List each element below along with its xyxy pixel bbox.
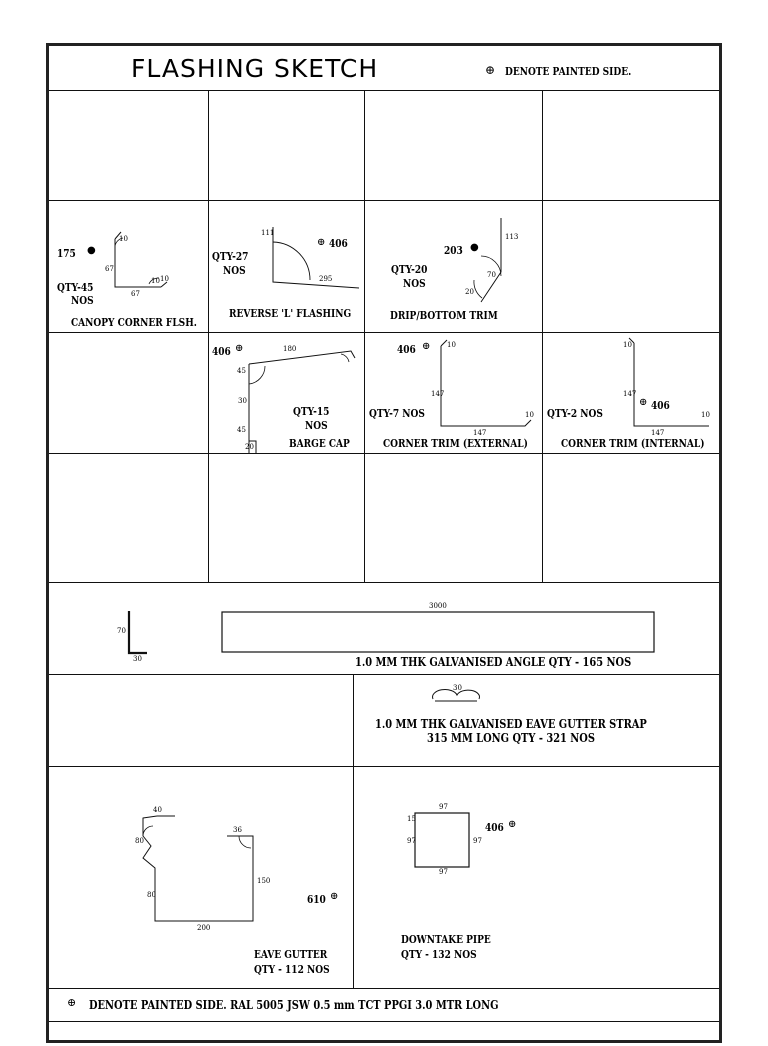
canopy-name: CANOPY CORNER FLSH. [71,316,197,329]
barge-painted-dim: 406 [212,345,231,358]
dim-label: 150 [257,877,271,885]
painted-side-icon: ⊕ [67,996,77,1009]
painted-side-icon: ⊕ [639,397,648,408]
dim-label: 295 [319,275,333,283]
dim-label: 20 [245,443,254,451]
downtake-qty: QTY - 132 NOS [401,948,477,961]
drip-qty-unit: NOS [403,277,426,290]
corner-int-profile [634,343,709,426]
drawing-sheet [46,43,722,1043]
painted-side-icon: ⊕ [485,63,496,77]
angle-section [129,611,147,653]
drip-qty: QTY-20 [391,263,428,276]
angle-caption: 1.0 MM THK GALVANISED ANGLE QTY - 165 NOS [355,655,632,669]
canopy-qty: QTY-45 [57,281,94,294]
painted-side-icon: ⊕ [317,237,326,248]
page-title: FLASHING SKETCH [131,54,379,83]
dim-label: 113 [505,233,519,241]
dim-label: 20 [465,288,474,296]
painted-side-icon: ⊕ [235,343,244,354]
dim-label: 10 [447,341,456,349]
barge-name: BARGE CAP [289,437,350,450]
dim-label: 97 [473,837,482,845]
dim-label: 70 [487,271,496,279]
dim-label: 45 [237,426,246,434]
drip-trim-profile [481,218,501,302]
dim-label: 147 [623,390,637,398]
dim-label: 10 [160,275,169,283]
painted-side-icon: ⊕ [422,341,431,352]
corner-int-painted-dim: 406 [651,399,670,412]
footer-note: DENOTE PAINTED SIDE. RAL 5005 JSW 0.5 mm TCT PPGI 3.0 MTR LONG [89,998,499,1012]
dim-label: 10 [525,411,534,419]
dim-label: 10 [623,341,632,349]
dim-label: 3000 [429,602,447,610]
dim-label: 111 [261,229,275,237]
corner-ext-name: CORNER TRIM (EXTERNAL) [383,437,528,450]
angle-elevation [222,612,654,652]
dim-label: 147 [431,390,445,398]
eave-gutter-painted-dim: 610 [307,893,326,906]
dim-label: 147 [651,429,665,437]
dim-label: 67 [105,265,114,273]
painted-side-icon: ⊕ [330,891,339,902]
downtake-name: DOWNTAKE PIPE [401,933,491,946]
painted-side-icon: ● [87,245,96,256]
canopy-painted-dim: 175 [57,247,76,260]
dim-label: 97 [407,837,416,845]
corner-ext-profile [441,346,531,426]
corner-int-name: CORNER TRIM (INTERNAL) [561,437,705,450]
dim-label: 36 [233,826,242,834]
downtake-profile [415,813,469,867]
painted-side-icon: ● [470,242,479,253]
barge-qty-unit: NOS [305,419,328,432]
dim-label: 10 [701,411,710,419]
painted-side-icon: ⊕ [508,819,517,830]
dim-label: 80 [135,837,144,845]
dim-label: 180 [283,345,297,353]
corner-ext-painted-dim: 406 [397,343,416,356]
corner-ext-qty: QTY-7 NOS [369,407,425,420]
reverse-l-painted-dim: 406 [329,237,348,250]
downtake-painted-dim: 406 [485,821,504,834]
eave-gutter-name: EAVE GUTTER [254,948,328,961]
header-note: DENOTE PAINTED SIDE. [505,65,632,78]
drip-name: DRIP/BOTTOM TRIM [390,309,498,322]
dim-label: 30 [453,684,462,692]
strap-caption-qty: 315 MM LONG QTY - 321 NOS [427,731,595,745]
barge-qty: QTY-15 [293,405,330,418]
dim-label: 30 [238,397,247,405]
dim-label: 45 [237,367,246,375]
dim-label: 40 [153,806,162,814]
dim-label: 70 [117,627,126,635]
dim-label: 200 [197,924,211,932]
dim-label: 67 [131,290,140,298]
strap-caption: 1.0 MM THK GALVANISED EAVE GUTTER STRAP [375,717,647,731]
reverse-l-qty-unit: NOS [223,264,246,277]
corner-int-qty: QTY-2 NOS [547,407,603,420]
dim-label: 147 [473,429,487,437]
reverse-l-name: REVERSE 'L' FLASHING [229,307,352,320]
dim-label: 97 [439,803,448,811]
eave-gutter-qty: QTY - 112 NOS [254,963,330,976]
dim-label: 80 [147,891,156,899]
reverse-l-qty: QTY-27 [212,250,249,263]
canopy-qty-unit: NOS [71,294,94,307]
dim-label: 15 [407,815,416,823]
dim-label: 10 [151,277,160,285]
dim-label: 30 [133,655,142,663]
dim-label: 97 [439,868,448,876]
dim-label: 10 [119,235,128,243]
drip-painted-dim: 203 [444,244,463,257]
